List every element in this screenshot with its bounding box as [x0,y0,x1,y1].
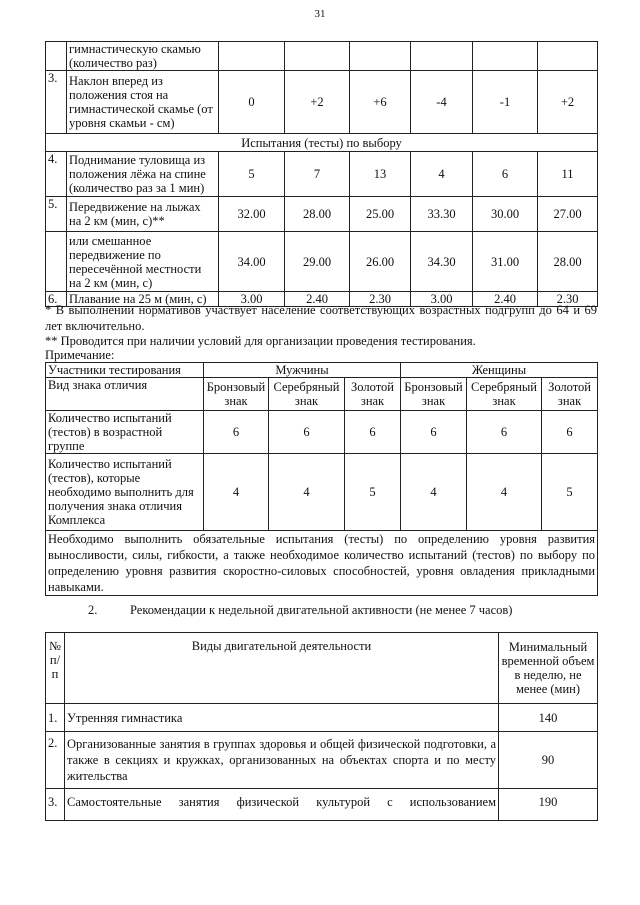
row-value: 2.30 [350,292,411,307]
table-row [46,704,598,732]
row-activity: Организованные занятия в группах здоровья и общей физической подготовки, а также в секциях и кружках, организованных на объектах спорта и по месту жительства [65,732,499,789]
badge-type: Бронзовый знак [401,378,467,411]
row-value: +2 [538,71,598,134]
row-value: 34.30 [411,232,473,292]
row-value: 7 [285,152,350,197]
row-num [46,42,67,71]
section-row [46,134,598,152]
row-activity: Самостоятельные занятия физической культурой с использованием [65,789,499,821]
row-value: 6 [473,152,538,197]
table-row [46,232,598,292]
activity-table [45,632,598,821]
badge-type: Серебряный знак [467,378,542,411]
row-label: или смешанное передвижение по пересечённой местности на 2 км (мин, с) [67,232,219,292]
row-num: 2. [46,732,65,789]
row-value [219,42,285,71]
row-num: 3. [46,789,65,821]
row-value: -4 [411,71,473,134]
row-label: Количество испытаний (тестов), которые необходимо выполнить для получения знака отличия Комплекса [46,454,204,531]
badge-type: Золотой знак [542,378,598,411]
table-row [46,789,598,821]
row-value: 27.00 [538,197,598,232]
row-value [473,42,538,71]
row-value: 6 [401,411,467,454]
section-heading: Испытания (тесты) по выбору [46,134,598,152]
women-header: Женщины [401,363,598,378]
row-value: 4 [411,152,473,197]
footnote-1: * В выполнении нормативов участвует население соответствующих возрастных подгрупп до 64 и 69 лет включительно. [45,303,597,333]
row-num: 3. [46,71,67,134]
section2-title: Рекомендации к недельной двигательной активности (не менее 7 часов) [130,603,513,617]
men-header: Мужчины [204,363,401,378]
row-label: Передвижение на лыжах на 2 км (мин, с)** [67,197,219,232]
row-value: 3.00 [219,292,285,307]
row-label: гимнастическую скамью (количество раз) [67,42,219,71]
header-num: № п/п [46,633,65,704]
section2-number: 2. [88,603,98,617]
row-value: 6 [542,411,598,454]
row-value: 31.00 [473,232,538,292]
row-value: 34.00 [219,232,285,292]
row-minutes: 190 [499,789,598,821]
footnote-2: ** Проводится при наличии условий для организации проведения тестирования. [45,334,476,348]
row-value: 11 [538,152,598,197]
badge-type: Золотой знак [345,378,401,411]
row-value: 30.00 [473,197,538,232]
row-value [538,42,598,71]
row-label: Поднимание туловища из положения лёжа на спине (количество раз за 1 мин) [67,152,219,197]
table-row [46,732,598,789]
header-activity: Виды двигательной деятельности [65,633,499,704]
row-value: 33.30 [411,197,473,232]
header-minutes: Минимальный временной объем в неделю, не менее (мин) [499,633,598,704]
row-activity: Утренняя гимнастика [65,704,499,732]
row-value: 5 [219,152,285,197]
badge-type: Бронзовый знак [204,378,269,411]
table-row [46,411,598,454]
badge-note: Необходимо выполнить обязательные испытания (тесты) по определению уровня развития выносливости, силы, гибкости, а также необходимое количество испытаний (тестов) по выбору по определению уровня развития скоростно-силовых способностей, уровня овладения прикладными навыками. [46,531,598,596]
row-num: 5. [46,197,67,232]
row-value: 4 [401,454,467,531]
badge-type-label: Вид знака отличия [46,378,204,411]
row-value: 2.40 [473,292,538,307]
table-row [46,197,598,232]
row-value: 2.40 [285,292,350,307]
table-row [46,152,598,197]
page-number: 31 [314,8,326,20]
row-value: 13 [350,152,411,197]
norms-table [45,41,598,307]
row-value [350,42,411,71]
row-value: 4 [467,454,542,531]
row-value: 4 [204,454,269,531]
row-value: 32.00 [219,197,285,232]
note-label: Примечание: [45,348,115,362]
row-value [411,42,473,71]
row-num: 4. [46,152,67,197]
table-row [46,454,598,531]
row-value: 25.00 [350,197,411,232]
row-num [46,232,67,292]
row-value: 5 [542,454,598,531]
table-row [46,42,598,71]
row-value: -1 [473,71,538,134]
row-value: 6 [204,411,269,454]
row-value: +6 [350,71,411,134]
row-value: 0 [219,71,285,134]
row-value: 6 [269,411,345,454]
row-value: 28.00 [285,197,350,232]
row-value: 5 [345,454,401,531]
table-row [46,71,598,134]
participants-label: Участники тестирования [46,363,204,378]
row-label: Наклон вперед из положения стоя на гимнастической скамье (от уровня скамьи - см) [67,71,219,134]
row-num: 1. [46,704,65,732]
row-minutes: 140 [499,704,598,732]
row-value: 6 [467,411,542,454]
row-value: 2.30 [538,292,598,307]
badge-type: Серебряный знак [269,378,345,411]
row-value: 3.00 [411,292,473,307]
row-label: Количество испытаний (тестов) в возрастной группе [46,411,204,454]
row-value: 29.00 [285,232,350,292]
row-value: +2 [285,71,350,134]
row-value [285,42,350,71]
row-value: 28.00 [538,232,598,292]
row-value: 26.00 [350,232,411,292]
badge-table [45,362,598,596]
row-num: 6. [46,292,67,307]
row-value: 4 [269,454,345,531]
row-minutes: 90 [499,732,598,789]
row-label: Плавание на 25 м (мин, с) [67,292,219,307]
row-value: 6 [345,411,401,454]
